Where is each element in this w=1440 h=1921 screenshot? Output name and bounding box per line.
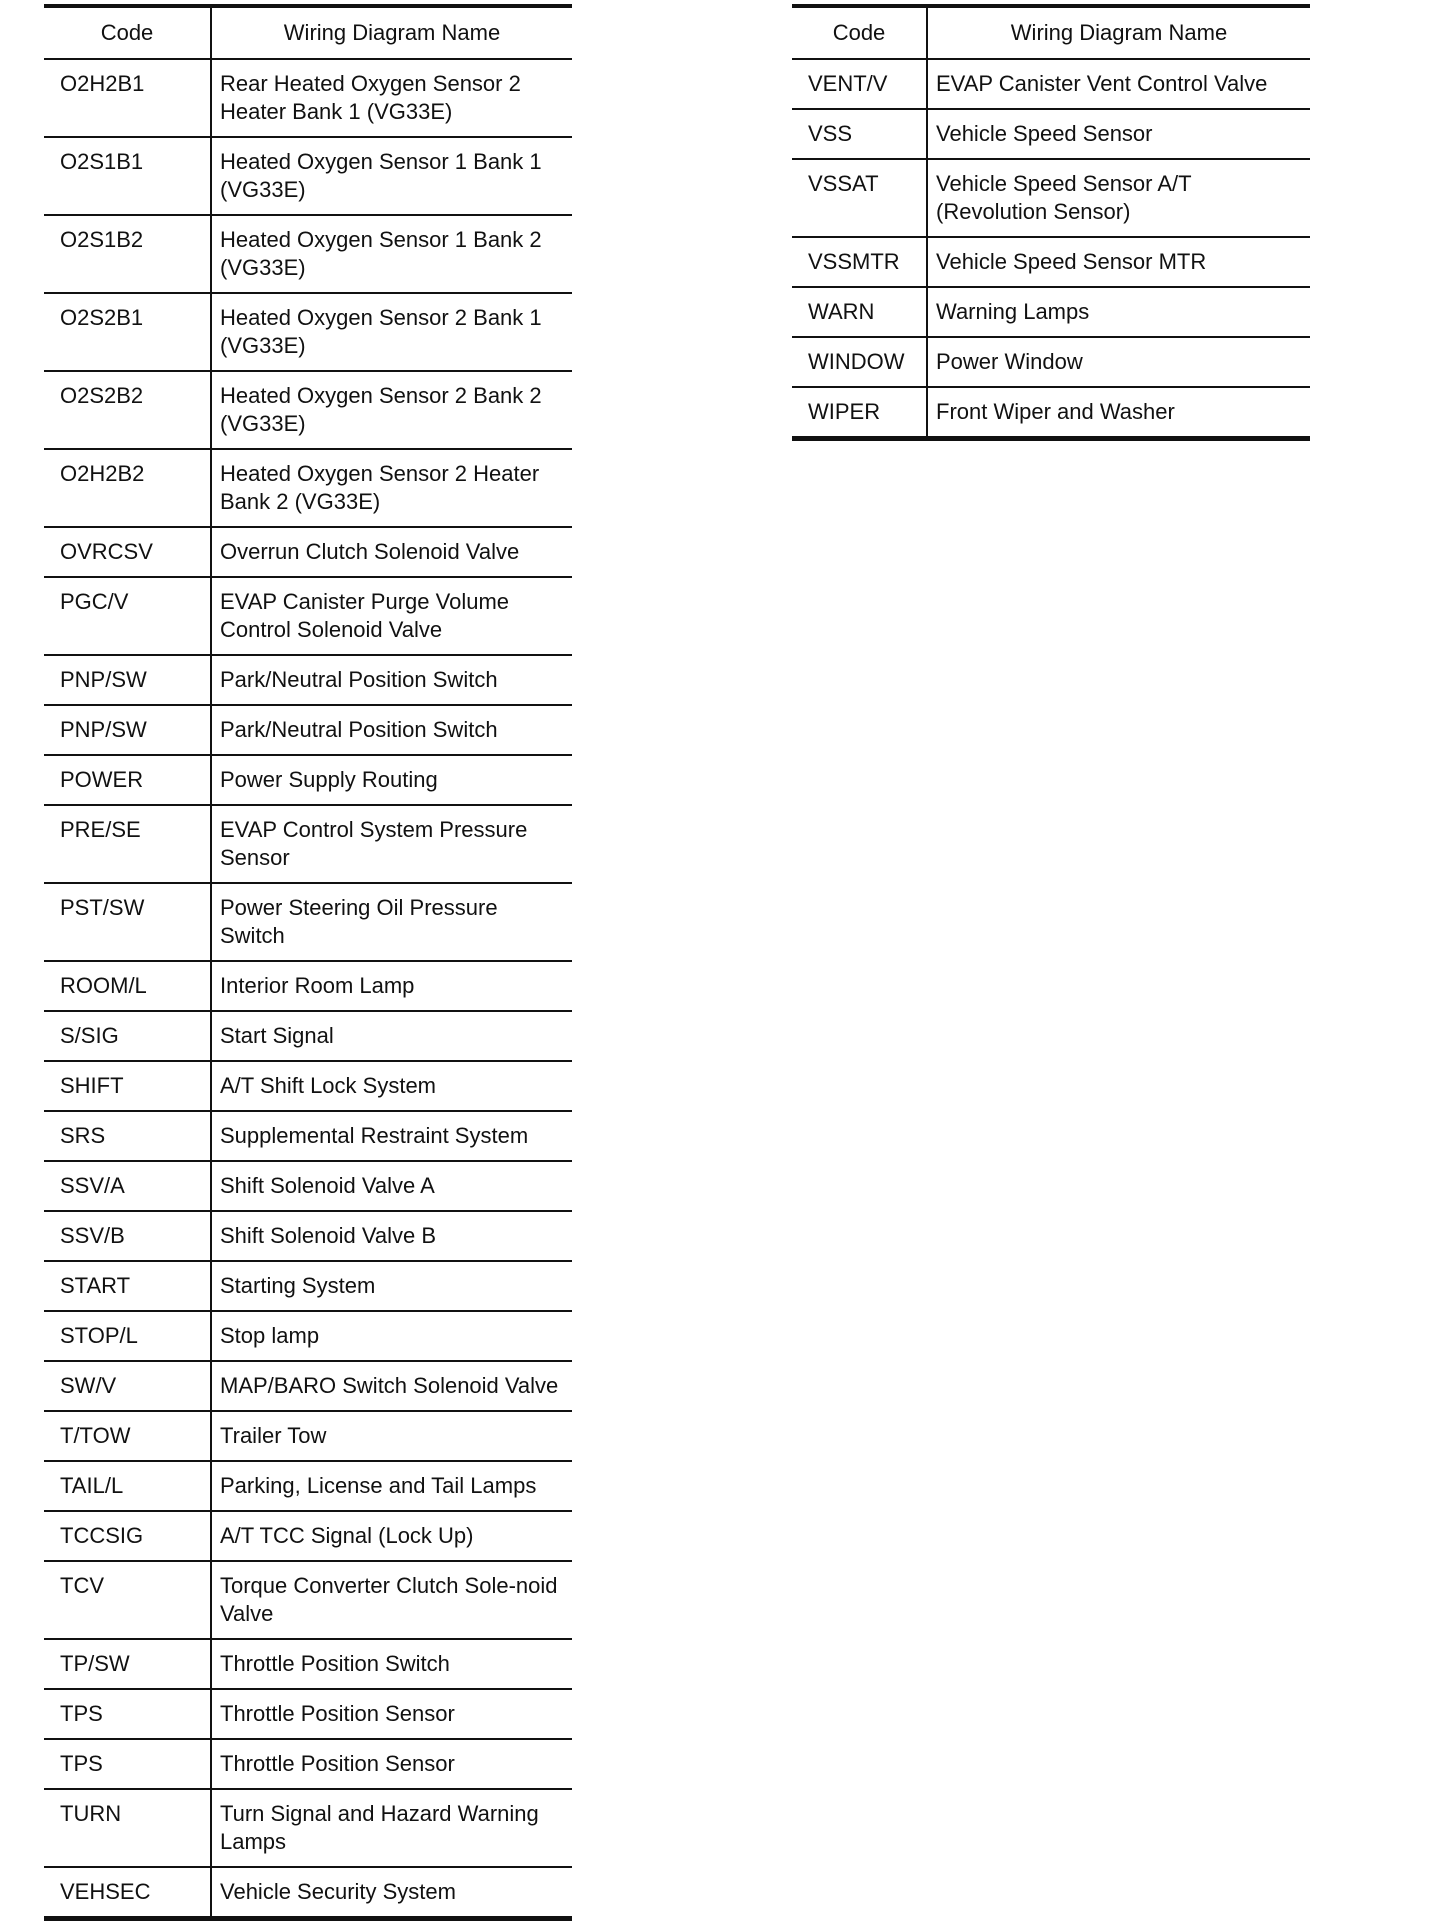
- table-row: [44, 293, 572, 371]
- code-cell: PNP/SW: [44, 705, 211, 755]
- code-cell: T/TOW: [44, 1411, 211, 1461]
- table-row: [44, 1361, 572, 1411]
- wiring-diagram-name-cell: Throttle Position Sensor: [211, 1739, 572, 1789]
- wiring-diagram-name-cell: Heated Oxygen Sensor 2 Bank 2 (VG33E): [211, 371, 572, 449]
- wiring-diagram-name-cell: Vehicle Speed Sensor: [927, 109, 1310, 159]
- code-cell: START: [44, 1261, 211, 1311]
- table-row: [44, 527, 572, 577]
- wiring-diagram-name-cell: Trailer Tow: [211, 1411, 572, 1461]
- table-row: [44, 1061, 572, 1111]
- table-row: [44, 1411, 572, 1461]
- wiring-diagram-name-cell: Shift Solenoid Valve B: [211, 1211, 572, 1261]
- wiring-diagram-name-cell: Stop lamp: [211, 1311, 572, 1361]
- code-cell: PRE/SE: [44, 805, 211, 883]
- table-row: [44, 1561, 572, 1639]
- code-cell: SHIFT: [44, 1061, 211, 1111]
- wiring-diagram-name-cell: Overrun Clutch Solenoid Valve: [211, 527, 572, 577]
- code-cell: WIPER: [792, 387, 927, 439]
- wiring-diagram-name-cell: Rear Heated Oxygen Sensor 2 Heater Bank 1 (VG33E): [220, 71, 521, 124]
- code-cell: PST/SW: [44, 883, 211, 961]
- code-cell: SW/V: [44, 1361, 211, 1411]
- wiring-diagram-name-cell: Starting System: [211, 1261, 572, 1311]
- wiring-diagram-name-cell: Start Signal: [211, 1011, 572, 1061]
- table-row: [44, 1461, 572, 1511]
- table-row: [44, 705, 572, 755]
- table-row: [44, 449, 572, 527]
- code-cell: O2S1B1: [44, 137, 211, 215]
- table-row: [44, 1111, 572, 1161]
- code-cell: S/SIG: [44, 1011, 211, 1061]
- wiring-diagram-name-cell: EVAP Canister Purge Volume Control Solenoid Valve: [211, 577, 572, 655]
- wiring-diagram-name-cell: Turn Signal and Hazard Warning Lamps: [211, 1789, 572, 1867]
- table-row: [44, 1789, 572, 1867]
- code-cell: VSSAT: [792, 159, 927, 237]
- code-cell: PGC/V: [44, 577, 211, 655]
- code-cell: SSV/A: [44, 1161, 211, 1211]
- table-row: [792, 287, 1310, 337]
- code-cell: TPS: [44, 1739, 211, 1789]
- code-cell: WINDOW: [792, 337, 927, 387]
- wiring-diagram-name-cell: Heated Oxygen Sensor 2 Bank 1 (VG33E): [211, 293, 572, 371]
- table-row: [44, 961, 572, 1011]
- code-cell: WARN: [792, 287, 927, 337]
- code-cell: O2H2B2: [44, 449, 211, 527]
- code-cell: ROOM/L: [44, 961, 211, 1011]
- wiring-diagram-name-cell: Power Window: [927, 337, 1310, 387]
- table-header-row: [44, 6, 572, 59]
- table-row: [792, 159, 1310, 237]
- wiring-diagram-name-cell: Shift Solenoid Valve A: [211, 1161, 572, 1211]
- code-cell: TAIL/L: [44, 1461, 211, 1511]
- table-row: [44, 1161, 572, 1211]
- code-cell: SRS: [44, 1111, 211, 1161]
- code-cell: O2S2B1: [44, 293, 211, 371]
- wiring-diagram-name-cell: Throttle Position Sensor: [211, 1689, 572, 1739]
- code-cell: SSV/B: [44, 1211, 211, 1261]
- wiring-diagram-name-cell: Power Supply Routing: [211, 755, 572, 805]
- table-row: [44, 577, 572, 655]
- code-cell: STOP/L: [44, 1311, 211, 1361]
- name-column-header: Wiring Diagram Name: [211, 6, 572, 59]
- table-body: [44, 59, 572, 1919]
- wiring-code-table-right: [792, 4, 1310, 441]
- table-body: [792, 59, 1310, 439]
- table-row: [44, 59, 572, 137]
- code-column-header: Code: [44, 6, 211, 59]
- code-cell: OVRCSV: [44, 527, 211, 577]
- table-row: [44, 805, 572, 883]
- wiring-diagram-name-cell: Power Steering Oil Pressure Switch: [211, 883, 572, 961]
- table-row: [44, 1867, 572, 1919]
- wiring-diagram-name-cell: Heated Oxygen Sensor 2 Heater Bank 2 (VG33E): [211, 449, 572, 527]
- code-cell: TURN: [44, 1789, 211, 1867]
- table-row: [44, 137, 572, 215]
- code-cell: PNP/SW: [44, 655, 211, 705]
- wiring-diagram-name-cell: Front Wiper and Washer: [927, 387, 1310, 439]
- code-cell: TCV: [44, 1561, 211, 1639]
- wiring-diagram-name-cell: Park/Neutral Position Switch: [211, 705, 572, 755]
- code-cell: TCCSIG: [44, 1511, 211, 1561]
- table-row: [44, 1689, 572, 1739]
- wiring-diagram-name-cell: Vehicle Speed Sensor A/T (Revolution Sensor): [927, 159, 1310, 237]
- wiring-diagram-name-cell: Vehicle Speed Sensor MTR: [927, 237, 1310, 287]
- wiring-diagram-name-cell: Heated Oxygen Sensor 1 Bank 1 (VG33E): [211, 137, 572, 215]
- wiring-diagram-name-cell: Parking, License and Tail Lamps: [211, 1461, 572, 1511]
- table-row: [44, 755, 572, 805]
- table-row: [44, 1261, 572, 1311]
- table-row: [44, 1739, 572, 1789]
- wiring-diagram-name-cell: Warning Lamps: [927, 287, 1310, 337]
- table-row: [44, 883, 572, 961]
- table-row: [792, 337, 1310, 387]
- table-row: [44, 1511, 572, 1561]
- table-row: [792, 59, 1310, 109]
- wiring-diagram-name-cell: EVAP Canister Vent Control Valve: [936, 71, 1268, 96]
- name-column-header: Wiring Diagram Name: [927, 6, 1310, 59]
- code-cell: O2S2B2: [44, 371, 211, 449]
- code-cell: TP/SW: [44, 1639, 211, 1689]
- table-header-row: [792, 6, 1310, 59]
- code-column-header: Code: [792, 6, 927, 59]
- code-cell: O2S1B2: [44, 215, 211, 293]
- wiring-code-table-left: [44, 4, 572, 1921]
- code-cell: VEHSEC: [44, 1867, 211, 1919]
- code-cell: VSSMTR: [792, 237, 927, 287]
- table-row: [44, 1211, 572, 1261]
- code-cell: O2H2B1: [44, 59, 211, 137]
- wiring-diagram-name-cell: Vehicle Security System: [211, 1867, 572, 1919]
- table-row: [44, 371, 572, 449]
- wiring-diagram-name-cell: Torque Converter Clutch Sole-noid Valve: [211, 1561, 572, 1639]
- table-row: [44, 1011, 572, 1061]
- wiring-diagram-name-cell: Park/Neutral Position Switch: [211, 655, 572, 705]
- wiring-diagram-name-cell: EVAP Control System Pressure Sensor: [211, 805, 572, 883]
- code-cell: TPS: [44, 1689, 211, 1739]
- code-cell: POWER: [44, 755, 211, 805]
- wiring-diagram-name-cell: Interior Room Lamp: [211, 961, 572, 1011]
- table-row: [44, 655, 572, 705]
- wiring-diagram-name-cell: Supplemental Restraint System: [211, 1111, 572, 1161]
- code-cell: VSS: [792, 109, 927, 159]
- wiring-diagram-name-cell: Heated Oxygen Sensor 1 Bank 2 (VG33E): [211, 215, 572, 293]
- wiring-diagram-name-cell: MAP/BARO Switch Solenoid Valve: [211, 1361, 572, 1411]
- table-row: [792, 237, 1310, 287]
- table-row: [792, 109, 1310, 159]
- table-row: [44, 1311, 572, 1361]
- table-row: [44, 215, 572, 293]
- table-row: [792, 387, 1310, 439]
- wiring-diagram-name-cell: A/T TCC Signal (Lock Up): [211, 1511, 572, 1561]
- wiring-diagram-name-cell: A/T Shift Lock System: [211, 1061, 572, 1111]
- wiring-diagram-name-cell: Throttle Position Switch: [211, 1639, 572, 1689]
- code-cell: VENT/V: [792, 59, 927, 109]
- table-row: [44, 1639, 572, 1689]
